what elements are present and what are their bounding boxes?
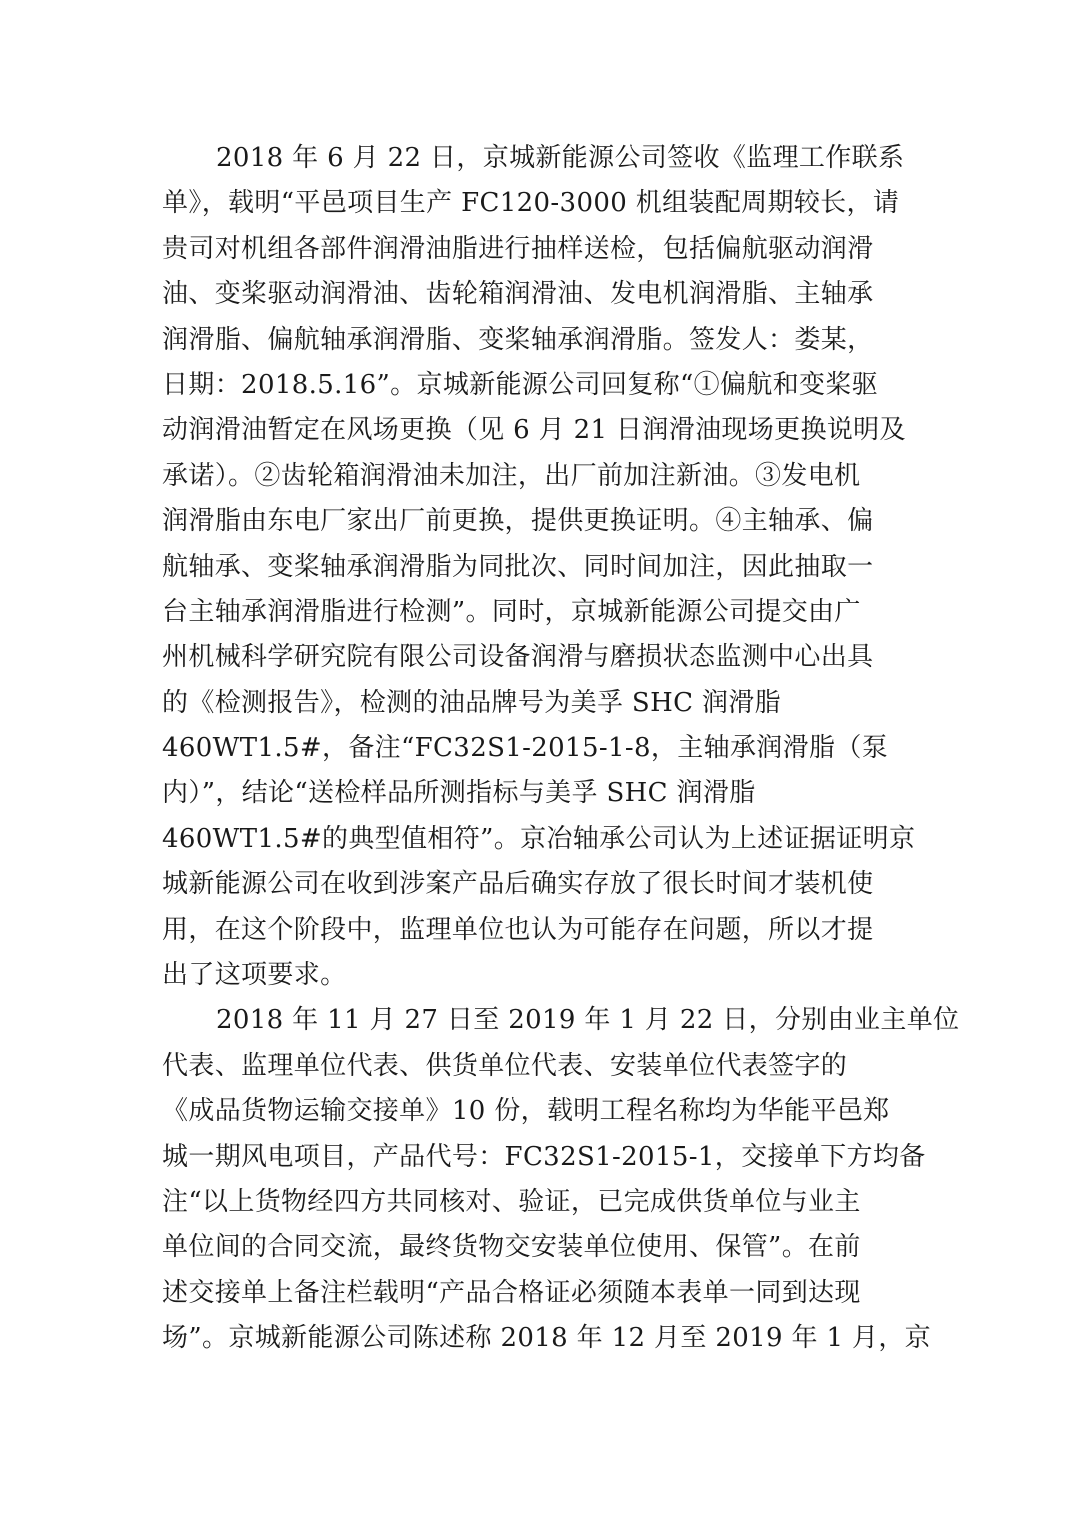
paragraph-line: 润滑脂由东电厂家出厂前更换，提供更换证明。④主轴承、偏: [162, 506, 874, 537]
paragraph-line: 2018 年 6 月 22 日，京城新能源公司签收《监理工作联系: [216, 143, 905, 173]
paragraph-line: 出了这项要求。: [162, 960, 347, 991]
paragraph-line: 动润滑油暂定在风场更换（见 6 月 21 日润滑油现场更换说明及: [162, 415, 906, 446]
paragraph-1: [162, 136, 922, 998]
paragraph-line: 单位间的合同交流，最终货物交安装单位使用、保管”。在前: [162, 1232, 861, 1263]
paragraph-line: 城新能源公司在收到涉案产品后确实存放了很长时间才装机使: [162, 869, 874, 900]
paragraph-line: 460WT1.5#的典型值相符”。京冶轴承公司认为上述证据证明京: [162, 823, 916, 854]
paragraph-line: 注“以上货物经四方共同核对、验证，已完成供货单位与业主: [162, 1186, 861, 1217]
paragraph-line: 城一期风电项目，产品代号：FC32S1-2015-1，交接单下方均备: [162, 1141, 926, 1172]
paragraph-line: 内）”，结论“送检样品所测指标与美孚 SHC 润滑脂: [162, 778, 756, 809]
paragraph-line: 承诺）。②齿轮箱润滑油未加注，出厂前加注新油。③发电机: [162, 460, 861, 491]
paragraph-line: 州机械科学研究院有限公司设备润滑与磨损状态监测中心出具: [162, 642, 874, 673]
paragraph-line: 述交接单上备注栏载明“产品合格证必须随本表单一同到达现: [162, 1277, 861, 1308]
paragraph-line: 460WT1.5#，备注“FC32S1-2015-1-8，主轴承润滑脂（泵: [162, 733, 889, 764]
paragraph-line: 的《检测报告》，检测的油品牌号为美孚 SHC 润滑脂: [162, 687, 782, 718]
paragraph-line: 单》，载明“平邑项目生产 FC120-3000 机组装配周期较长，请: [162, 188, 900, 219]
paragraph-line: 台主轴承润滑脂进行检测”。同时，京城新能源公司提交由广: [162, 596, 861, 627]
paragraph-2: [162, 998, 960, 1361]
paragraph-line: 《成品货物运输交接单》10 份，载明工程名称均为华能平邑郑: [162, 1096, 890, 1127]
paragraph-line: 航轴承、变桨轴承润滑脂为同批次、同时间加注，因此抽取一: [162, 551, 874, 582]
paragraph-line: 代表、监理单位代表、供货单位代表、安装单位代表签字的: [162, 1050, 848, 1081]
paragraph-line: 油、变桨驱动润滑油、齿轮箱润滑油、发电机润滑脂、主轴承: [162, 279, 874, 310]
paragraph-line: 贵司对机组各部件润滑油脂进行抽样送检，包括偏航驱动润滑: [162, 233, 874, 264]
paragraph-line: 日期：2018.5.16”。京城新能源公司回复称“①偏航和变桨驱: [162, 369, 879, 400]
document-body: [162, 136, 960, 1362]
paragraph-line: 润滑脂、偏航轴承润滑脂、变桨轴承润滑脂。签发人：娄某，: [162, 324, 874, 355]
paragraph-line: 2018 年 11 月 27 日至 2019 年 1 月 22 日，分别由业主单位: [216, 1005, 960, 1036]
paragraph-line: 场”。京城新能源公司陈述称 2018 年 12 月至 2019 年 1 月，京: [162, 1323, 932, 1354]
paragraph-line: 用，在这个阶段中，监理单位也认为可能存在问题，所以才提: [162, 914, 874, 945]
